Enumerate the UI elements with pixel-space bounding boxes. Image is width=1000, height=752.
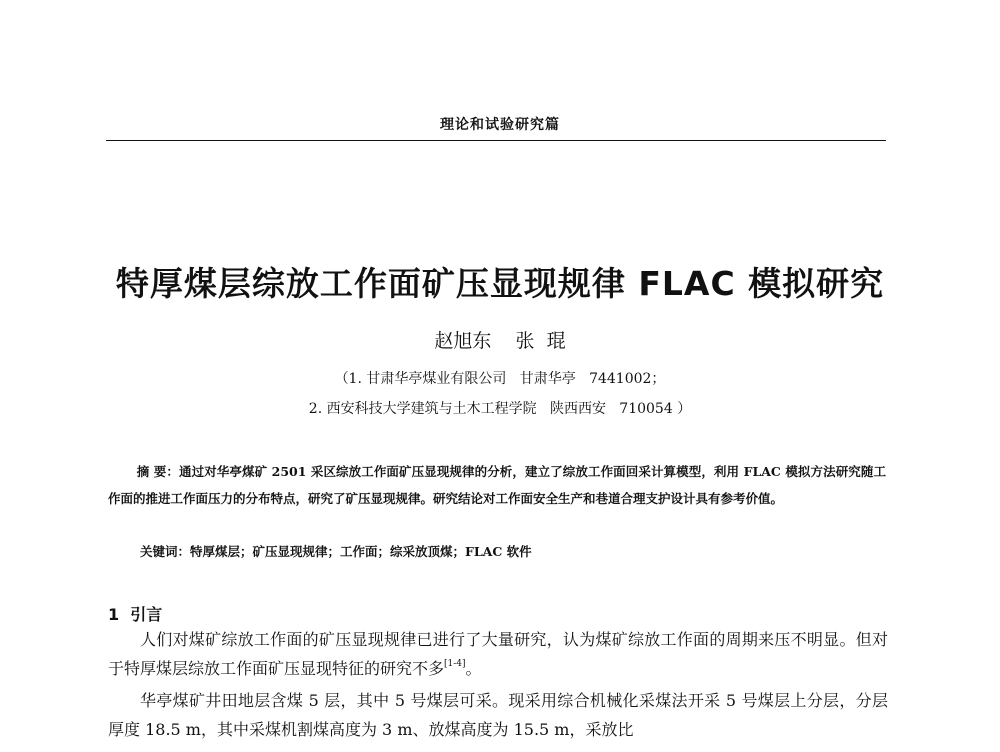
article-authors: 赵旭东 张 琨 bbox=[434, 330, 566, 352]
keywords-label: 关键词： bbox=[140, 544, 191, 559]
article-title: 特厚煤层综放工作面矿压显现规律 FLAC 模拟研究 bbox=[115, 264, 885, 303]
affiliation-1: （1. 甘肃华亭煤业有限公司 甘肃华亭 7441002； bbox=[334, 371, 666, 387]
paragraph-1-text: 人们对煤矿综放工作面的矿压显现规律已进行了大量研究，认为煤矿综放工作面的周期来压不明显。但对于特厚煤层综放工作面矿压显现特征的研究不多 bbox=[108, 630, 888, 678]
keywords-text: 特厚煤层；矿压显现规律；工作面；综采放顶煤；FLAC 软件 bbox=[190, 544, 532, 559]
abstract-text: 通过对华亭煤矿 2501 采区综放工作面矿压显现规律的分析，建立了综放工作面回采计算模型，利用 FLAC 模拟方法研究随工作面的推进工作面压力的分布特点，研究了矿压显现规律。研究结论对工作面安全生产和巷道合理支护设计具有参考价值。 bbox=[108, 464, 887, 506]
header-rule bbox=[106, 140, 886, 141]
affiliation-2: 2. 西安科技大学建筑与土木工程学院 陕西西安 710054 ） bbox=[308, 401, 692, 417]
section-heading-introduction: 1 引言 bbox=[108, 605, 163, 624]
abstract-label: 摘 要： bbox=[136, 464, 179, 479]
paragraph-1-end: 。 bbox=[465, 659, 482, 678]
running-head: 理论和试验研究篇 bbox=[440, 117, 560, 133]
body-paragraph-2: 华亭煤矿井田地层含煤 5 层，其中 5 号煤层可采。现采用综合机械化采煤法开采 5 号煤层上分层，分层厚度 18.5 m，其中采煤机割煤高度为 3 m、放煤高度为 15.5 m，采放比 bbox=[108, 691, 888, 739]
body-paragraph-1 bbox=[108, 625, 888, 683]
citation-ref: [1-4] bbox=[444, 659, 466, 669]
abstract bbox=[108, 458, 886, 512]
keywords bbox=[140, 542, 886, 560]
